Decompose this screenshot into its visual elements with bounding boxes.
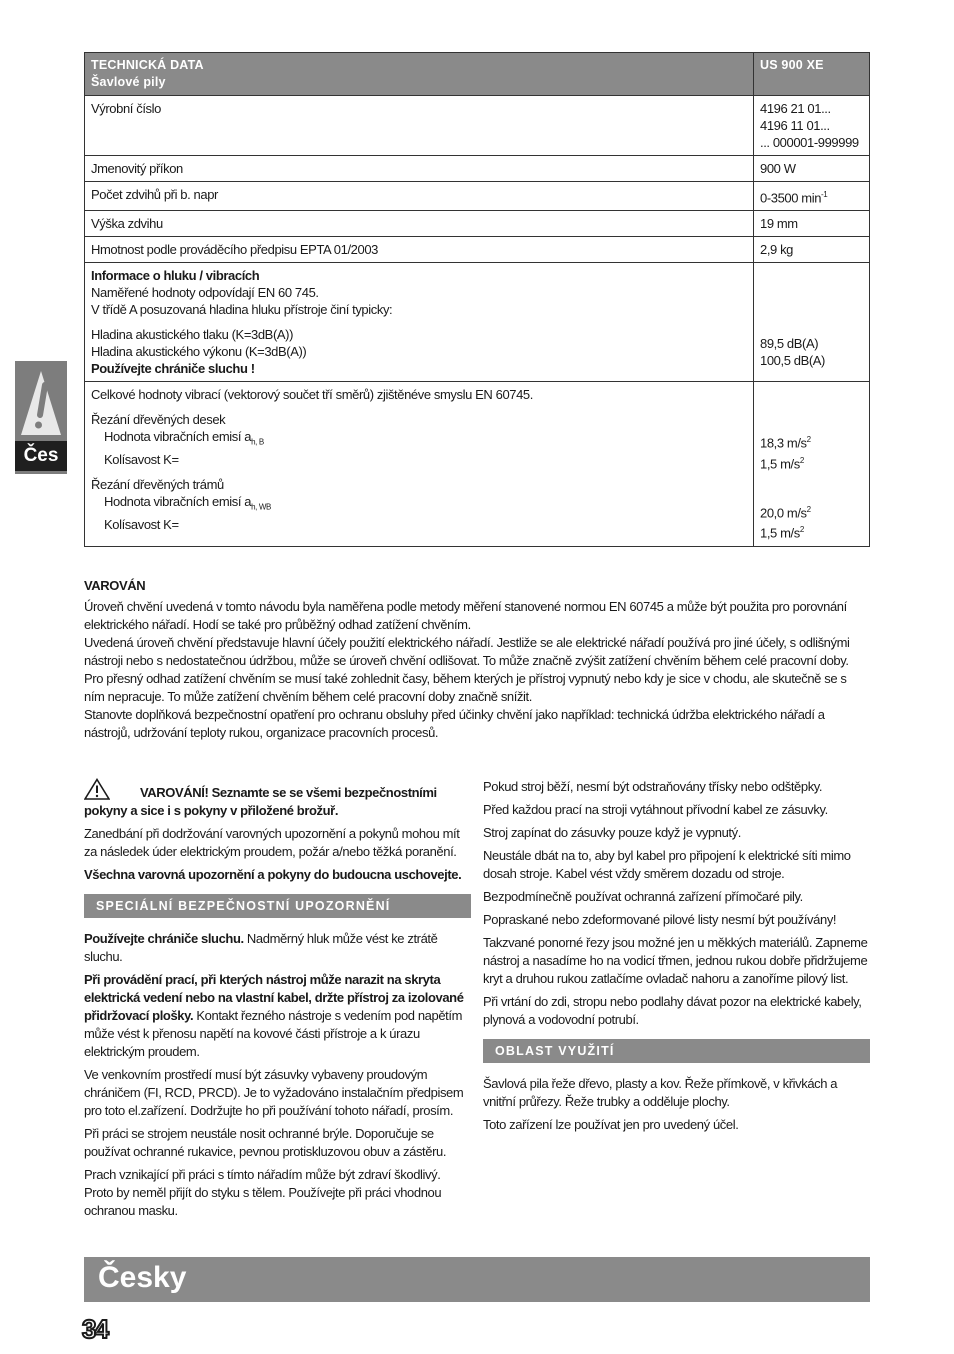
section-header-special-safety: SPECIÁLNÍ BEZPEČNOSTNÍ UPOZORNĚNÍ (84, 894, 471, 918)
noise-protect-note: Používejte chrániče sluchu ! (91, 361, 255, 377)
vib-boards-value: 18,3 $m/s^2$ (760, 435, 811, 451)
serial-value-3: ... 000001-999999 (760, 135, 859, 150)
body-paragraph: Stroj zapínat do zásuvky pouze když je vypnutý. (483, 825, 741, 840)
table-row (85, 237, 870, 263)
vib-beams-title: Řezání dřevěných trámů (91, 476, 224, 492)
warning-paragraph: Pro přesný odhad zatížení chvěním se musí také zohlednit časy, během kterých je přístroj vypnutý nebo kdy je sice v chodu, ale skutečně se s ním nepracuje. To může zatížení chvěním během celé pracovní doby značně snížit. (84, 671, 847, 704)
body-paragraph: Při práci se strojem neustále nosit ochranné brýle. Doporučuje se používat ochranné rukavice, pevnou protiskluzovou obuv a zástěru. (84, 1126, 447, 1159)
warning-paragraph: Uvedená úroveň chvění představuje hlavní účely použití elektrického nářadí. Jestliže se ale elektrické nářadí používá pro jiné účely, s odlišnými nástroji nebo s nedostatečnou údržbou, může se úroveň chvění odlišovat. To může značně zvýšit zatížení chvěním během celé pracovní doby. (84, 635, 850, 668)
body-paragraph: Ve venkovním prostředí musí být zásuvky vybaveny proudovým chráničem (FI, RCD, PRCD). Je to vyžadováno instalačním předpisem pro toto el.zařízení. Dodržujte ho při používání tohoto nářadí, prosím. (84, 1067, 464, 1118)
language-label: Čes (15, 441, 67, 471)
stroke-height-label: Výška zdvihu (85, 211, 754, 237)
header-title-2: Šavlové pily (91, 75, 166, 89)
body-paragraph: Používejte chrániče sluchu. Nadměrný hluk může vést ke ztrátě sluchu. (84, 931, 438, 964)
weight-value: 2,9 kg (754, 237, 870, 263)
noise-power-label: Hladina akustického výkonu (K=3dB(A)) (91, 344, 307, 360)
left-column (84, 778, 471, 1225)
safety-warning-heading: VAROVÁNÍ! Seznamte se se všemi bezpečnostními pokyny a sice i s pokyny v přiložené brožuř. (84, 778, 471, 820)
body-paragraph: Bezpodmínečně používat ochranná zařízení přímočaré pily. (483, 889, 803, 904)
body-paragraph: Při provádění prací, při kterých nástroj může narazit na skryta elektrická vedení nebo na vlastní kabel, držte přístroj za izolované přidržovací plošky. Kontakt řezného nástroje s vedením pod napětím může vést k přenosu napětí na kovové části přístroje a k úrazu elektrickým proudem. (84, 972, 464, 1059)
body-paragraph: Při vrtání do zdi, stropu nebo podlahy dávat pozor na elektrické kabely, plynová a vodovodní potrubí. (483, 994, 862, 1027)
table-row (85, 96, 870, 156)
table-row-vibration (85, 382, 870, 546)
right-column (483, 778, 870, 1139)
vib-beams-emission-label: Hodnota vibračních emisí $a_{h, WB}$ (104, 493, 271, 512)
language-side-tab (15, 361, 67, 474)
vib-beams-value: 20,0 $m/s^2$ (760, 504, 811, 521)
vibration-info (85, 382, 754, 546)
header-model: US 900 XE (754, 53, 870, 96)
strokes-value (754, 182, 870, 211)
body-paragraph: Prach vznikající při práci s tímto nářadím může být zdraví škodlivý. Proto by neměl přijít do styku s tělem. Používejte při práci vhodnou ochranou masku. (84, 1167, 442, 1218)
table-header-title (85, 53, 754, 96)
technical-data-table (84, 52, 870, 547)
vibration-intro: Celkové hodnoty vibrací (vektorový součet tří směrů) zjištěnéve smyslu EN 60745. (91, 387, 533, 403)
noise-pressure-label: Hladina akustického tlaku (K=3dB(A)) (91, 327, 294, 343)
body-paragraph: Zanedbání při dodržování varovných upozornění a pokynů mohou mít za následek úder elektrickým proudem, požár a/nebo těžká poranění. (84, 826, 460, 859)
table-row (85, 211, 870, 237)
noise-title: Informace o hluku / vibracích (91, 268, 260, 284)
noise-values (754, 263, 870, 382)
warning-title: VAROVÁN (84, 578, 146, 593)
vibration-warning (84, 577, 870, 742)
noise-info (85, 263, 754, 382)
table-row (85, 156, 870, 182)
body-paragraph: Šavlová pila řeže dřevo, plasty a kov. Řeže přímkově, v křivkách a vnitřní průřezy. Řeže trubky a odděluje plochy. (483, 1076, 838, 1109)
table-row-noise (85, 263, 870, 382)
warning-exclamation-icon (19, 367, 63, 439)
table-row (85, 182, 870, 211)
warning-triangle-icon (84, 778, 110, 800)
noise-line-1: Naměřené hodnoty odpovídají EN 60 745. (91, 285, 319, 301)
serial-label: Výrobní číslo (85, 96, 754, 156)
noise-power-value: 100,5 dB(A) (760, 353, 825, 369)
vib-boards-title: Řezání dřevěných desek (91, 412, 226, 428)
power-value: 900 W (754, 156, 870, 182)
section-header-usage: OBLAST VYUŽITÍ (483, 1039, 870, 1063)
body-paragraph: Neustále dbát na to, aby byl kabel pro připojení k elektrické síti mimo dosah stroje. Kabel vést vždy směrem dozadu od stroje. (483, 848, 851, 881)
serial-value-1: 4196 21 01... (760, 101, 831, 116)
body-paragraph: Popraskané nebo zdeformované pilové listy nesmí být používány! (483, 912, 837, 927)
strokes-label: Počet zdvihů při b. napr (85, 182, 754, 211)
body-paragraph: Všechna varovná upozornění a pokyny do budoucna uschovejte. (84, 867, 462, 882)
vib-boards-emission-label: Hodnota vibračních emisí $a_{h, B}$ (104, 429, 264, 447)
strokes-unit-sup: -1 (821, 190, 828, 199)
body-paragraph: Takzvané ponorné řezy jsou možné jen u měkkých materiálů. Zapneme nástroj a nasadíme ho na vodicí třmen, jednou rukou dobře přidržujeme kryt a druhou rukou zatlačíme ovladač nahoru a zanoříme pilový list. (483, 935, 868, 986)
body-paragraph: Toto zařízení lze používat jen pro uvedený účel. (483, 1117, 739, 1132)
table-header-row (85, 53, 870, 96)
page-number: 34 (82, 1314, 107, 1344)
warning-paragraph: Úroveň chvění uvedená v tomto návodu byla naměřena podle metody měření stanovené normou EN 60745 a může být použita pro porovnání elektrického nářadí. Hodí se také pro průběžný odhad zatížení chvěním. (84, 599, 847, 632)
serial-value-2: 4196 11 01... (760, 118, 830, 133)
footer-language: Česky (98, 1261, 187, 1294)
vibration-values (754, 382, 870, 546)
weight-label: Hmotnost podle prováděcího předpisu EPTA 01/2003 (85, 237, 754, 263)
body-paragraph: Pokud stroj běží, nesmí být odstraňovány třísky nebo odštěpky. (483, 779, 823, 794)
body-paragraph: Před každou prací na stroji vytáhnout přívodní kabel ze zásuvky. (483, 802, 828, 817)
noise-line-2: V třídě A posuzovaná hladina hluku přístroje činí typicky: (91, 302, 393, 318)
vib-boards-k-label: Kolísavost K= (104, 451, 179, 467)
strokes-value-text: 0-3500 min (760, 190, 822, 206)
noise-pressure-value: 89,5 dB(A) (760, 336, 819, 352)
stroke-height-value: 19 mm (754, 211, 870, 237)
vib-boards-k-value: 1,5 $m/s^2$ (760, 455, 804, 471)
vib-beams-k-value: 1,5 $m/s^2$ (760, 525, 804, 541)
footer-language-bar (84, 1257, 870, 1302)
power-label: Jmenovitý příkon (85, 156, 754, 182)
header-title-1: TECHNICKÁ DATA (91, 58, 204, 72)
serial-values (754, 96, 870, 156)
warning-paragraph: Stanovte doplňková bezpečnostní opatření pro ochranu obsluhy před účinky chvění jako například: technická údržba elektrického nářadí a nástrojů, udržování teploty rukou, organizace pracovních procesů. (84, 707, 825, 740)
vib-beams-k-label: Kolísavost K= (104, 516, 179, 532)
